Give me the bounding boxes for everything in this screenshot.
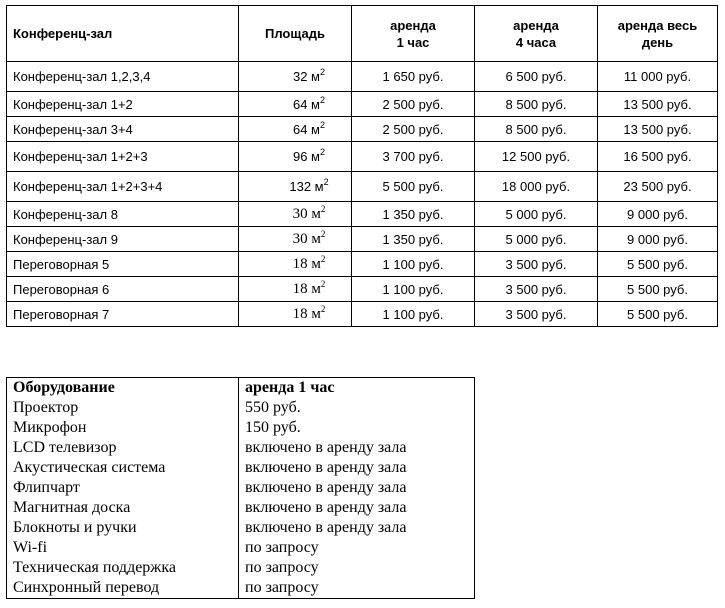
room-name: Конференц-зал 1+2+3+4 (7, 172, 239, 202)
header-rent-1h: аренда 1 час (352, 6, 475, 62)
area-value: 30 м (292, 230, 321, 247)
equipment-item: Техническая поддержка (13, 559, 176, 576)
area-unit-exponent: 2 (320, 147, 326, 157)
area-unit-exponent: 2 (320, 94, 326, 105)
price-1h: 5 500 руб. (352, 172, 475, 202)
table-row (7, 252, 718, 277)
room-name: Переговорная 7 (7, 302, 239, 327)
table-row (7, 498, 475, 518)
header-room: Конференц-зал (7, 6, 239, 62)
table-row (7, 117, 718, 142)
area-unit-exponent: 2 (320, 303, 326, 314)
equipment-item: LCD телевизор (13, 439, 117, 456)
header-equipment-rent: аренда 1 час (239, 378, 475, 399)
equipment-item: Флипчарт (13, 479, 80, 496)
room-area (239, 117, 352, 142)
price-4h: 8 500 руб. (475, 92, 598, 117)
area-unit-exponent: 2 (320, 203, 326, 214)
rooms-header-row (7, 6, 718, 62)
price-4h: 5 000 руб. (475, 227, 598, 252)
price-day: 13 500 руб. (598, 92, 718, 117)
area-value: 32 м (292, 69, 320, 84)
header-rent-day: аренда весь день (598, 6, 718, 62)
table-row (7, 538, 475, 558)
area-value: 18 м (292, 305, 321, 322)
area-unit-exponent: 2 (320, 228, 326, 239)
price-4h: 6 500 руб. (475, 62, 598, 92)
room-name: Переговорная 6 (7, 277, 239, 302)
equipment-price: включено в аренду зала (239, 498, 475, 518)
equipment-item: Микрофон (13, 419, 87, 436)
table-row (7, 558, 475, 578)
price-4h: 3 500 руб. (475, 277, 598, 302)
equipment-price: 550 руб. (239, 398, 475, 418)
price-1h: 1 650 руб. (352, 62, 475, 92)
price-day: 11 000 руб. (598, 62, 718, 92)
table-row (7, 478, 475, 498)
price-1h: 3 700 руб. (352, 142, 475, 172)
price-4h: 3 500 руб. (475, 252, 598, 277)
table-row (7, 438, 475, 458)
price-1h: 1 100 руб. (352, 252, 475, 277)
table-row (7, 398, 475, 418)
price-4h: 5 000 руб. (475, 202, 598, 227)
area-unit-exponent: 2 (320, 67, 326, 77)
price-day: 5 500 руб. (598, 252, 718, 277)
price-1h: 1 350 руб. (352, 227, 475, 252)
table-row (7, 277, 718, 302)
rooms-price-table (6, 5, 718, 327)
header-equipment: Оборудование (13, 379, 115, 396)
price-day: 5 500 руб. (598, 277, 718, 302)
room-name: Конференц-зал 9 (7, 227, 239, 252)
table-row (7, 578, 475, 599)
room-name: Конференц-зал 1+2+3 (7, 142, 239, 172)
equipment-price: включено в аренду зала (239, 438, 475, 458)
equipment-price: по запросу (239, 558, 475, 578)
room-area (239, 172, 352, 202)
equipment-price: включено в аренду зала (239, 518, 475, 538)
room-name: Конференц-зал 3+4 (7, 117, 239, 142)
area-value: 18 м (292, 255, 321, 272)
table-row (7, 518, 475, 538)
room-name: Конференц-зал 8 (7, 202, 239, 227)
table-row (7, 458, 475, 478)
room-area (239, 202, 352, 227)
room-area (239, 227, 352, 252)
equipment-item: Блокноты и ручки (13, 519, 137, 536)
area-value: 64 м (292, 121, 320, 137)
price-1h: 1 350 руб. (352, 202, 475, 227)
price-1h: 1 100 руб. (352, 277, 475, 302)
price-4h: 18 000 руб. (475, 172, 598, 202)
price-day: 23 500 руб. (598, 172, 718, 202)
table-row (7, 142, 718, 172)
price-1h: 2 500 руб. (352, 117, 475, 142)
price-1h: 1 100 руб. (352, 302, 475, 327)
equipment-item: Магнитная доска (13, 499, 131, 516)
price-4h: 3 500 руб. (475, 302, 598, 327)
equipment-price: 150 руб. (239, 418, 475, 438)
equipment-price: включено в аренду зала (239, 458, 475, 478)
table-row (7, 62, 718, 92)
equipment-price: включено в аренду зала (239, 478, 475, 498)
price-day: 16 500 руб. (598, 142, 718, 172)
area-value: 30 м (292, 205, 321, 222)
equipment-item: Акустическая система (13, 459, 166, 476)
area-value: 96 м (292, 149, 320, 164)
room-area (239, 302, 352, 327)
equipment-price-table (6, 377, 475, 599)
room-area (239, 252, 352, 277)
table-row (7, 302, 718, 327)
price-day: 9 000 руб. (598, 202, 718, 227)
price-4h: 8 500 руб. (475, 117, 598, 142)
price-day: 9 000 руб. (598, 227, 718, 252)
room-name: Переговорная 5 (7, 252, 239, 277)
room-name: Конференц-зал 1,2,3,4 (7, 62, 239, 92)
area-unit-exponent: 2 (320, 119, 326, 130)
equipment-price: по запросу (239, 538, 475, 558)
price-4h: 12 500 руб. (475, 142, 598, 172)
price-1h: 2 500 руб. (352, 92, 475, 117)
table-row (7, 202, 718, 227)
equipment-item: Проектор (13, 399, 79, 416)
area-value: 64 м (292, 96, 320, 112)
header-area: Площадь (239, 6, 352, 62)
area-unit-exponent: 2 (323, 177, 329, 187)
area-value: 132 м (289, 179, 324, 194)
price-day: 5 500 руб. (598, 302, 718, 327)
equipment-item: Синхронный перевод (13, 579, 160, 596)
price-day: 13 500 руб. (598, 117, 718, 142)
equipment-item: Wi-fi (13, 539, 48, 556)
room-area (239, 92, 352, 117)
room-area (239, 62, 352, 92)
table-row (7, 418, 475, 438)
table-row (7, 92, 718, 117)
table-row (7, 227, 718, 252)
room-area (239, 142, 352, 172)
area-unit-exponent: 2 (320, 278, 326, 289)
area-value: 18 м (292, 280, 321, 297)
room-area (239, 277, 352, 302)
equipment-price: по запросу (239, 578, 475, 599)
area-unit-exponent: 2 (320, 253, 326, 264)
header-rent-4h: аренда 4 часа (475, 6, 598, 62)
equipment-header-row (7, 378, 475, 399)
table-row (7, 172, 718, 202)
room-name: Конференц-зал 1+2 (7, 92, 239, 117)
